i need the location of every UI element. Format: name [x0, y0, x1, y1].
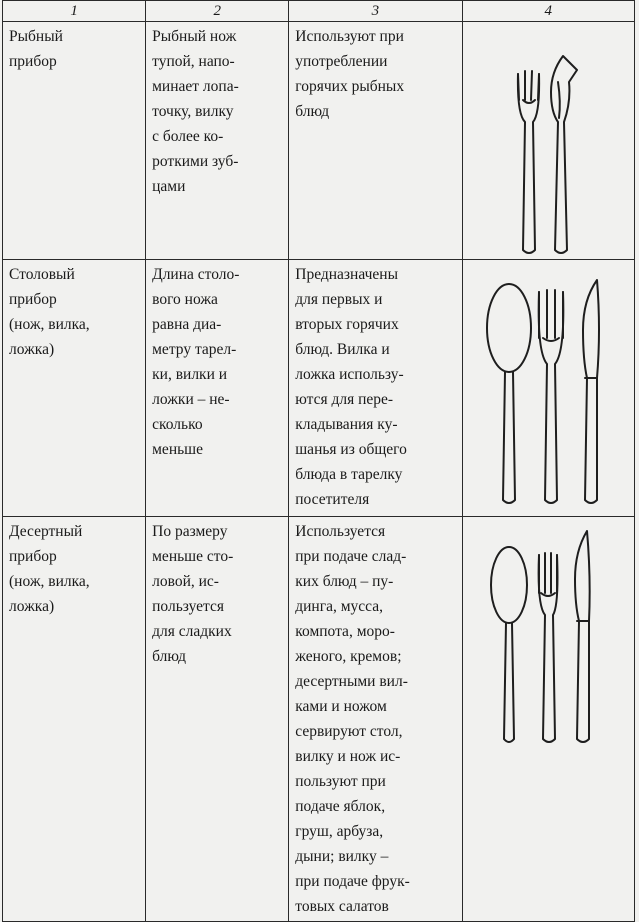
text-line: дыни; вилку – — [295, 848, 389, 865]
text-line: шанья из общего — [295, 441, 407, 458]
cell-name — [3, 260, 146, 517]
text-line: Рыбный — [9, 28, 63, 45]
text-line: ложка использу- — [295, 366, 404, 383]
text-line: блюда в тарелку — [295, 466, 403, 483]
text-line: при подаче слад- — [295, 548, 407, 565]
text-line: равна диа- — [152, 316, 222, 333]
text-line: прибор — [9, 548, 57, 565]
table-row — [3, 517, 635, 922]
text-line: меньше — [152, 441, 203, 458]
text-line: при подаче фрук- — [295, 873, 410, 890]
text-line: точку, вилку — [152, 103, 234, 120]
text-line: динга, мусса, — [295, 598, 383, 615]
cell-usage — [289, 22, 462, 260]
text-line: подаче яблок, — [295, 798, 386, 815]
text-line: груш, арбуза, — [295, 823, 384, 840]
text-line: ложка) — [9, 598, 55, 615]
header-row — [3, 1, 635, 22]
text-line: ких блюд – пу- — [295, 573, 394, 590]
text-line: десертными вил- — [295, 673, 408, 690]
text-line: Столовый — [9, 266, 75, 283]
cell-usage — [289, 517, 462, 922]
text-line: Предназначены — [295, 266, 398, 283]
text-line: прибор — [9, 291, 57, 308]
table-knife-icon — [583, 280, 599, 503]
text-line: (нож, вилка, — [9, 573, 90, 590]
column-header-3: 3 — [289, 1, 462, 22]
cell-name — [3, 517, 146, 922]
text-line: Рыбный нож — [152, 28, 237, 45]
column-header-2: 2 — [146, 1, 289, 22]
text-line: тупой, напо- — [152, 53, 235, 70]
text-line: По размеру — [152, 523, 228, 540]
cell-illustration — [462, 517, 634, 922]
text-line: ются для пере- — [295, 391, 394, 408]
text-line: ложки – не- — [152, 391, 230, 408]
text-line: сервируют стол, — [295, 723, 403, 740]
text-line: блюд — [295, 103, 330, 120]
dessert-spoon-icon — [491, 547, 527, 742]
dessert-knife-icon — [575, 531, 590, 742]
text-line: кладывания ку- — [295, 416, 398, 433]
cell-description — [146, 260, 289, 517]
text-line: меньше сто- — [152, 548, 234, 565]
table-row — [3, 22, 635, 260]
text-line: женого, кремов; — [295, 648, 402, 665]
text-line: для сладких — [152, 623, 232, 640]
text-line: посетителя — [295, 491, 370, 508]
text-line: блюд. Вилка и — [295, 341, 390, 358]
fish-knife-icon — [551, 56, 577, 253]
text-line: минает лопа- — [152, 78, 239, 95]
fish-fork-icon — [517, 71, 538, 253]
cell-usage — [289, 260, 462, 517]
text-line: ловой, ис- — [152, 573, 219, 590]
text-line: пользуют при — [295, 773, 386, 790]
cell-description — [146, 517, 289, 922]
text-line: Используют при — [295, 28, 404, 45]
text-line: блюд — [152, 648, 187, 665]
text-line: для первых и — [295, 291, 383, 308]
text-line: Десертный — [9, 523, 83, 540]
text-line: вого ножа — [152, 291, 218, 308]
text-line: Длина столо- — [152, 266, 240, 283]
text-line: ки, вилки и — [152, 366, 228, 383]
dessert-fork-icon — [538, 553, 557, 742]
text-line: ложка) — [9, 341, 55, 358]
cell-name — [3, 22, 146, 260]
text-line: товых салатов — [295, 898, 389, 915]
text-line: метру тарел- — [152, 341, 237, 358]
text-line: ками и ножом — [295, 698, 387, 715]
table-spoon-icon — [487, 284, 531, 503]
column-header-4: 4 — [462, 1, 634, 22]
text-line: роткими зуб- — [152, 153, 239, 170]
text-line: употреблении — [295, 53, 388, 70]
column-header-1: 1 — [3, 1, 146, 22]
text-line: пользуется — [152, 598, 224, 615]
text-line: вторых горячих — [295, 316, 399, 333]
text-line: горячих рыбных — [295, 78, 405, 95]
text-line: Используется — [295, 523, 386, 540]
table-fork-icon — [538, 290, 563, 503]
text-line: компота, моро- — [295, 623, 395, 640]
text-line: цами — [152, 178, 186, 195]
cutlery-table — [2, 0, 635, 922]
table-row — [3, 260, 635, 517]
cell-description — [146, 22, 289, 260]
cell-illustration — [462, 260, 634, 517]
text-line: с более ко- — [152, 128, 224, 145]
text-line: (нож, вилка, — [9, 316, 90, 333]
cell-illustration — [462, 22, 634, 260]
text-line: вилку и нож ис- — [295, 748, 401, 765]
text-line: прибор — [9, 53, 57, 70]
text-line: сколько — [152, 416, 203, 433]
